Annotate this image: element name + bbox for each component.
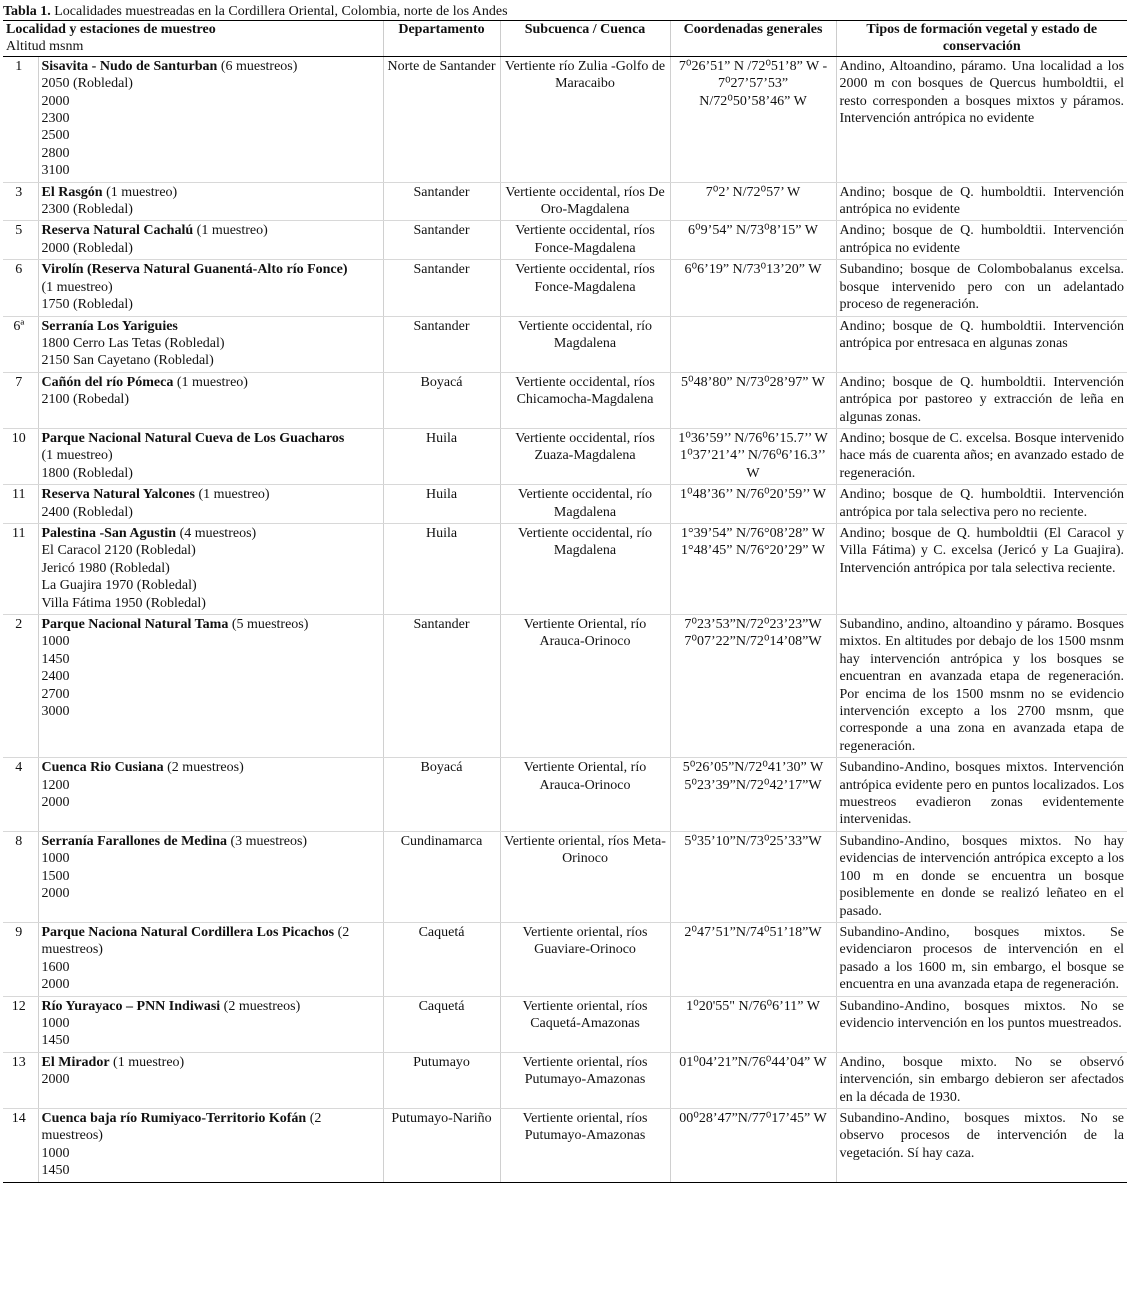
department-cell: Putumayo-Nariño [383,1108,500,1182]
sampling-station: 2000 (Robledal) [41,240,133,256]
vegetation-cell: Andino; bosque de Q. humboldtii (El Caracol y Villa Fátima) y C. excelsa (Jericó y La Guajira). Intervención antrópica por tala selectiva reciente. [836,523,1127,614]
sampling-station: 1800 Cerro Las Tetas (Robledal) [41,335,225,351]
table-caption [3,3,1127,20]
coordinates-cell: 7⁰2’ N/72⁰57’ W [670,182,836,221]
basin-cell: Vertiente occidental, ríos De Oro-Magdalena [500,182,670,221]
locality-sample-count: (1 muestreo) [173,374,248,390]
vegetation-cell: Andino, Altoandino, páramo. Una localidad a los 2000 m con bosques de Quercus humboldtii, el resto corresponden a bosques mixtos y páramos. Intervención antrópica no evidente [836,56,1127,182]
locality-name: Parque Nacional Natural Cueva de Los Guacharos [41,430,345,446]
coordinates-cell: 6⁰9’54” N/73⁰8’15” W [670,221,836,260]
table-body [3,56,1127,1182]
coordinates-cell: 5⁰35’10”N/73⁰25’33”W [670,831,836,922]
locality-cell [38,523,383,614]
locality-cell [38,922,383,996]
row-number: 11 [3,485,38,524]
department-cell: Santander [383,615,500,758]
row-number: 8 [3,831,38,922]
sampling-station: Jericó 1980 (Robledal) [41,560,170,576]
table-row [3,1052,1127,1108]
locality-sample-count: (2 muestreos) [163,760,244,776]
sampling-station: 3000 [41,704,70,720]
row-number: 10 [3,428,38,484]
sampling-station: 2000 [41,93,70,109]
sampling-station: 3100 [41,163,70,179]
table-row [3,428,1127,484]
table-header-row [3,21,1127,57]
basin-cell: Vertiente occidental, río Magdalena [500,316,670,372]
coordinates-cell: 1⁰48’36’’ N/76⁰20’59’’ W [670,485,836,524]
locality-name: Cañón del río Pómeca [41,374,174,390]
sampling-station: (1 muestreo) [41,279,113,295]
department-cell: Huila [383,485,500,524]
table-row [3,485,1127,524]
locality-name: Parque Naciona Natural Cordillera Los Picachos [41,924,335,940]
row-number: 4 [3,758,38,832]
vegetation-cell: Subandino; bosque de Colombobalanus excelsa. bosque intervenido pero con un adelantado proceso de regeneración. [836,260,1127,316]
basin-cell: Vertiente occidental, ríos Zuaza-Magdalena [500,428,670,484]
basin-cell: Vertiente Oriental, río Arauca-Orinoco [500,758,670,832]
basin-cell: Vertiente oriental, ríos Putumayo-Amazonas [500,1052,670,1108]
locality-cell [38,260,383,316]
department-cell: Santander [383,182,500,221]
vegetation-cell: Subandino-Andino, bosques mixtos. Intervención antrópica evidente pero en puntos localizados. Los muestreos evadieron zonas evidentemente intervenidas. [836,758,1127,832]
sampling-station: 1750 (Robledal) [41,297,133,313]
sampling-station: 2100 (Robedal) [41,392,129,408]
department-cell: Huila [383,523,500,614]
locality-cell [38,485,383,524]
row-number: 1 [3,56,38,182]
basin-cell: Vertiente Oriental, río Arauca-Orinoco [500,615,670,758]
locality-cell [38,182,383,221]
coordinates-cell: 1⁰36’59’’ N/76⁰6’15.7’’ W 1⁰37’21’4’’ N/76⁰6’16.3’’ W [670,428,836,484]
sampling-station: 1000 [41,1145,70,1161]
sampling-station: 2300 [41,111,70,127]
row-number: 9 [3,922,38,996]
vegetation-cell: Andino; bosque de C. excelsa. Bosque intervenido hace más de cuarenta años; en avanzado estado de regeneración. [836,428,1127,484]
sampling-station: 1450 [41,651,70,667]
locality-name: Sisavita - Nudo de Santurban [41,58,218,74]
locality-name: Cuenca baja río Rumiyaco-Territorio Kofán [41,1110,307,1126]
localities-table [3,20,1127,1183]
locality-name: El Rasgón [41,184,103,200]
vegetation-cell: Andino; bosque de Q. humboldtii. Intervención antrópica por pastoreo y extracción de leña en algunas zonas. [836,372,1127,428]
header-department: Departamento [383,21,500,57]
department-cell: Santander [383,221,500,260]
locality-cell [38,996,383,1052]
row-number: 6ª [3,316,38,372]
coordinates-cell: 00⁰28’47”N/77⁰17’45” W [670,1108,836,1182]
table-row [3,316,1127,372]
department-cell: Huila [383,428,500,484]
row-number: 12 [3,996,38,1052]
sampling-station: 1800 (Robledal) [41,465,133,481]
sampling-station: (1 muestreo) [41,448,113,464]
sampling-station: 2000 [41,886,70,902]
locality-cell [38,372,383,428]
table-row [3,56,1127,182]
sampling-station: El Caracol 2120 (Robledal) [41,543,196,559]
table-row [3,1108,1127,1182]
locality-name: Virolín (Reserva Natural Guanentá-Alto río Fonce) [41,262,348,278]
header-locality [3,21,383,57]
sampling-station: 2000 [41,1072,70,1088]
vegetation-cell: Subandino-Andino, bosques mixtos. No se evidencio intervención en los puntos muestreados. [836,996,1127,1052]
coordinates-cell: 5⁰48’80” N/73⁰28’97” W [670,372,836,428]
vegetation-cell: Subandino-Andino, bosques mixtos. No hay evidencias de intervención antrópica excepto a los 100 m en donde se encuentra un bosque posiblemente en donde se realizó leñateo en el pasado. [836,831,1127,922]
row-number: 3 [3,182,38,221]
sampling-station: 1600 [41,959,70,975]
table-row [3,615,1127,758]
coordinates-cell: 1°39’54” N/76°08’28” W 1°48’45” N/76°20’29” W [670,523,836,614]
department-cell: Santander [383,260,500,316]
locality-sample-count: (4 muestreos) [176,525,257,541]
vegetation-cell: Andino; bosque de Q. humboldtii. Intervención antrópica no evidente [836,221,1127,260]
department-cell: Cundinamarca [383,831,500,922]
vegetation-cell: Andino; bosque de Q. humboldtii. Intervención antrópica no evidente [836,182,1127,221]
locality-sample-count: (1 muestreo) [109,1054,185,1070]
table-row [3,182,1127,221]
locality-name: Reserva Natural Cachalú [41,223,194,239]
row-number: 2 [3,615,38,758]
locality-sample-count: (6 muestreos) [217,58,298,74]
sampling-station: 2800 [41,145,70,161]
table-row [3,260,1127,316]
sampling-station: 2000 [41,977,70,993]
caption-label: Tabla 1. [3,4,51,19]
coordinates-cell: 6⁰6’19” N/73⁰13’20” W [670,260,836,316]
locality-name: Reserva Natural Yalcones [41,487,195,503]
caption-text: Localidades muestreadas en la Cordillera Oriental, Colombia, norte de los Andes [50,4,508,19]
vegetation-cell: Subandino, andino, altoandino y páramo. Bosques mixtos. En altitudes por debajo de los 1500 msnm hay intervención antrópica y los bosques se encuentran en avanzada etapa de regeneración. Por encima de los 1500 msnm no se evidencio intervención excepto a los 2700 msnm, que corresponde a una zona en avanzada etapa de regeneración. [836,615,1127,758]
sampling-station: 2500 [41,128,70,144]
sampling-station: 1000 [41,851,70,867]
row-number: 5 [3,221,38,260]
sampling-station: 1450 [41,1163,70,1179]
row-number: 7 [3,372,38,428]
locality-cell [38,758,383,832]
sampling-station: 1000 [41,1015,70,1031]
coordinates-cell: 7⁰26’51” N /72⁰51’8” W - 7⁰27’57’53” N/72⁰50’58’46” W [670,56,836,182]
sampling-station: 2400 (Robledal) [41,504,133,520]
coordinates-cell: 2⁰47’51”N/74⁰51’18”W [670,922,836,996]
coordinates-cell: 7⁰23’53”N/72⁰23’23”W 7⁰07’22”N/72⁰14’08”W [670,615,836,758]
locality-name: Serranía Farallones de Medina [41,833,227,849]
locality-sample-count: (3 muestreos) [227,833,308,849]
department-cell: Boyacá [383,372,500,428]
table-row [3,372,1127,428]
locality-name: El Mirador [41,1054,110,1070]
basin-cell: Vertiente occidental, ríos Fonce-Magdalena [500,221,670,260]
locality-sample-count: (5 muestreos) [228,617,309,632]
sampling-station: 1450 [41,1033,70,1049]
department-cell: Putumayo [383,1052,500,1108]
basin-cell: Vertiente oriental, ríos Meta-Orinoco [500,831,670,922]
sampling-station: 2400 [41,669,70,685]
sampling-station: 2150 San Cayetano (Robledal) [41,353,214,369]
basin-cell: Vertiente occidental, río Magdalena [500,523,670,614]
locality-cell [38,221,383,260]
basin-cell: Vertiente occidental, ríos Chicamocha-Magdalena [500,372,670,428]
sampling-station: 1500 [41,868,70,884]
sampling-station: La Guajira 1970 (Robledal) [41,578,197,594]
locality-name: Serranía Los Yariguies [41,318,178,334]
header-altitude-label: Altitud msnm [6,39,84,55]
department-cell: Santander [383,316,500,372]
department-cell: Norte de Santander [383,56,500,182]
table-row [3,996,1127,1052]
locality-sample-count: (2 muestreos) [41,1110,322,1144]
locality-sample-count: (2 muestreos) [220,998,301,1014]
department-cell: Caquetá [383,922,500,996]
vegetation-cell: Subandino-Andino, bosques mixtos. Se evidenciaron procesos de intervención en el pasado a los 1600 m, sin embargo, el bosque se encuentra en una avanzada etapa de regeneración. [836,922,1127,996]
department-cell: Boyacá [383,758,500,832]
locality-sample-count: (1 muestreo) [193,223,268,239]
sampling-station: 1200 [41,777,70,793]
locality-sample-count: (2 muestreos) [41,924,350,958]
table-row [3,922,1127,996]
locality-cell [38,428,383,484]
table-row [3,523,1127,614]
row-number: 11 [3,523,38,614]
sampling-station: 1000 [41,634,70,650]
basin-cell: Vertiente oriental, ríos Putumayo-Amazonas [500,1108,670,1182]
row-number: 13 [3,1052,38,1108]
row-number: 6 [3,260,38,316]
locality-cell [38,1108,383,1182]
locality-name: Palestina -San Agustin [41,525,177,541]
header-coords: Coordenadas generales [670,21,836,57]
locality-name: Cuenca Rio Cusiana [41,760,164,776]
locality-cell [38,615,383,758]
table-row [3,831,1127,922]
locality-cell [38,56,383,182]
sampling-station: 2050 (Robledal) [41,76,133,92]
basin-cell: Vertiente río Zulia -Golfo de Maracaibo [500,56,670,182]
sampling-station: 2700 [41,686,70,702]
sampling-station: Villa Fátima 1950 (Robledal) [41,595,206,611]
locality-sample-count: (1 muestreo) [194,487,270,503]
basin-cell: Vertiente oriental, ríos Guaviare-Orinoco [500,922,670,996]
header-vegetation: Tipos de formación vegetal y estado de conservación [836,21,1127,57]
vegetation-cell: Andino; bosque de Q. humboldtii. Intervención antrópica por entresaca en algunas zonas [836,316,1127,372]
locality-sample-count: (1 muestreo) [102,184,178,200]
vegetation-cell: Andino, bosque mixto. No se observó intervención, sin embargo debieron ser afectados en la década de 1930. [836,1052,1127,1108]
basin-cell: Vertiente occidental, río Magdalena [500,485,670,524]
coordinates-cell: 01⁰04’21”N/76⁰44’04” W [670,1052,836,1108]
coordinates-cell: 5⁰26’05”N/72⁰41’30” W 5⁰23’39”N/72⁰42’17”W [670,758,836,832]
department-cell: Caquetá [383,996,500,1052]
coordinates-cell [670,316,836,372]
header-locality-label: Localidad y estaciones de muestreo [6,22,216,37]
locality-name: Parque Nacional Natural Tama [41,617,229,632]
locality-name: Río Yurayaco – PNN Indiwasi [41,998,221,1014]
coordinates-cell: 1⁰20'55" N/76⁰6’11” W [670,996,836,1052]
header-basin: Subcuenca / Cuenca [500,21,670,57]
row-number: 14 [3,1108,38,1182]
locality-cell [38,316,383,372]
table-row [3,758,1127,832]
basin-cell: Vertiente oriental, ríos Caquetá-Amazonas [500,996,670,1052]
sampling-station: 2000 [41,795,70,811]
basin-cell: Vertiente occidental, ríos Fonce-Magdalena [500,260,670,316]
locality-cell [38,831,383,922]
table-row [3,221,1127,260]
locality-cell [38,1052,383,1108]
vegetation-cell: Andino; bosque de Q. humboldtii. Intervención antrópica por tala selectiva pero no reciente. [836,485,1127,524]
sampling-station: 2300 (Robledal) [41,202,133,218]
vegetation-cell: Subandino-Andino, bosques mixtos. No se observo procesos de intervención de la vegetación. Sí hay caza. [836,1108,1127,1182]
